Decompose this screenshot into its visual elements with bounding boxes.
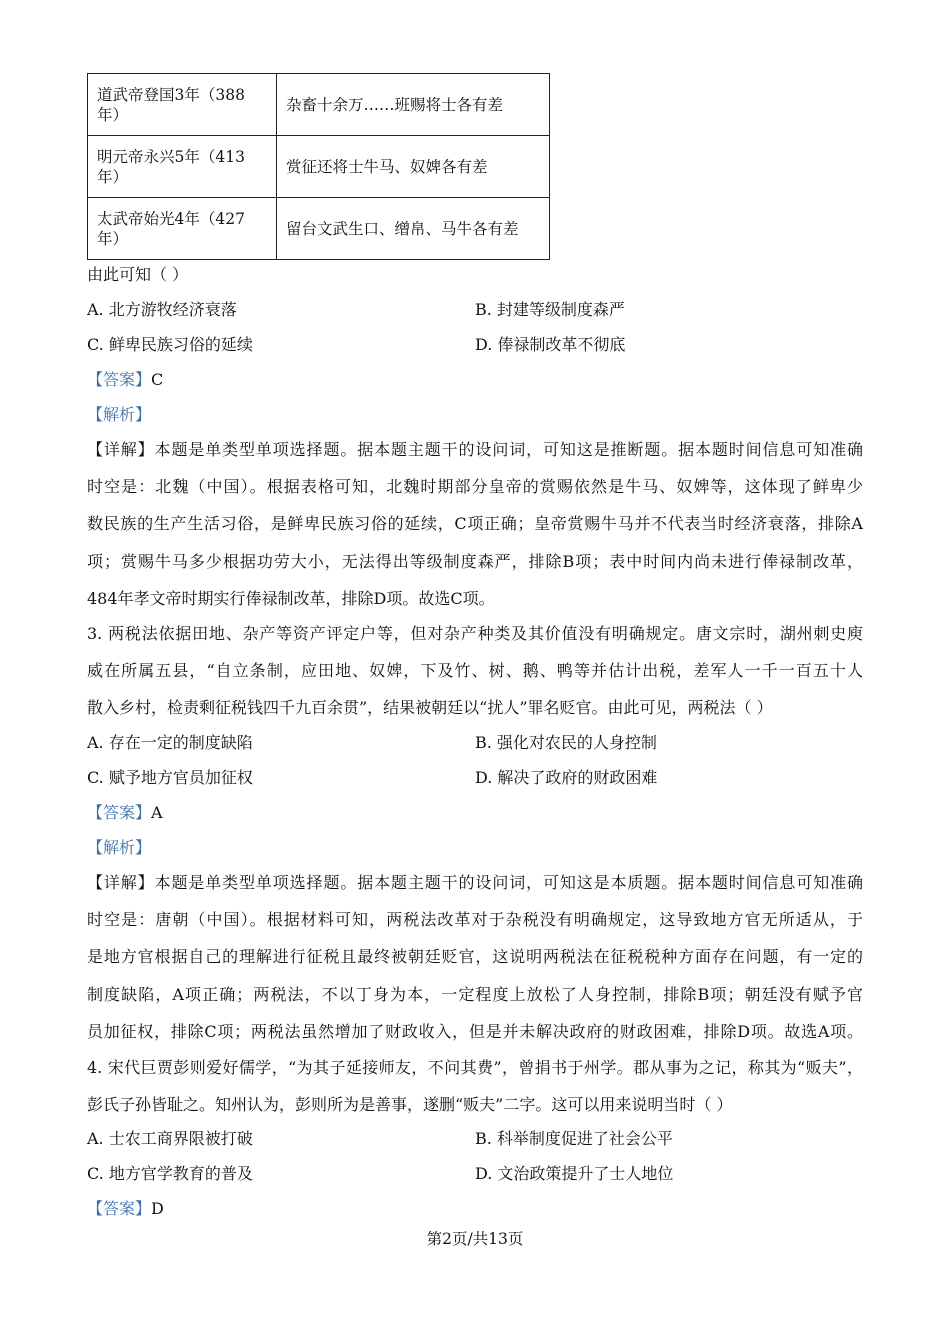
table-row [88, 136, 550, 198]
q2-option-a: A. 北方游牧经济衰落 [87, 300, 237, 319]
q3-analysis-tag: 【解析】 [87, 838, 152, 857]
q3-detail-line: 员加征权，排除C项；两税法虽然增加了财政收入，但是并未解决政府的财政困难，排除D项。故选A项。 [87, 1022, 863, 1041]
q2-detail-line: 项；赏赐牛马多少根据功劳大小，无法得出等级制度森严，排除B项；表中时间内尚未进行俸禄制改革， [87, 552, 863, 571]
q3-detail-line: 时空是：唐朝（中国）。根据材料可知，两税法改革对于杂税没有明确规定，这导致地方官无所适从，于 [87, 910, 863, 929]
q3-detail-line: 是地方官根据自己的理解进行征税且最终被朝廷贬官，这说明两税法在征税税种方面存在问题，有一定的 [87, 947, 863, 966]
q4-option-d: D. 文治政策提升了士人地位 [475, 1164, 674, 1183]
q2-detail-line: 数民族的生产生活习俗，是鲜卑民族习俗的延续，C项正确；皇帝赏赐牛马并不代表当时经济衰落，排除A [87, 514, 863, 533]
q4-option-b: B. 科举制度促进了社会公平 [475, 1129, 673, 1148]
q3-option-d: D. 解决了政府的财政困难 [475, 768, 658, 787]
answer-value: A [151, 803, 163, 822]
q2-analysis-tag: 【解析】 [87, 405, 152, 424]
table-cell-content: 杂畜十余万……班赐将士各有差 [277, 74, 550, 136]
table-row [88, 198, 550, 260]
page-footer: 第2页/共13页 [426, 1230, 524, 1248]
q4-option-c: C. 地方官学教育的普及 [87, 1164, 253, 1183]
q2-detail-line: 时空是：北魏（中国）。根据表格可知，北魏时期部分皇帝的赏赐依然是牛马、奴婢等，这体现了鲜卑少 [87, 477, 863, 496]
q3-stem-line: 威在所属五县，“自立条制，应田地、奴婢，下及竹、树、鹅、鸭等并估计出税，差军人一千一百五十人 [87, 661, 863, 680]
table-cell-time: 道武帝登国3年（388年） [88, 74, 277, 136]
answer-tag: 【答案】 [87, 1199, 152, 1218]
q2-stem: 由此可知（ ） [87, 265, 189, 284]
q4-option-a: A. 士农工商界限被打破 [87, 1129, 253, 1148]
table-cell-content: 赏征还将士牛马、奴婢各有差 [277, 136, 550, 198]
table-cell-time: 太武帝始光4年（427年） [88, 198, 277, 260]
answer-value: C [151, 370, 164, 389]
q3-option-a: A. 存在一定的制度缺陷 [87, 733, 253, 752]
q4-answer [87, 1199, 863, 1219]
rewards-table [87, 73, 550, 260]
table-cell-content: 留台文武生口、缯帛、马牛各有差 [277, 198, 550, 260]
q2-option-d: D. 俸禄制改革不彻底 [475, 335, 626, 354]
table-cell-time: 明元帝永兴5年（413年） [88, 136, 277, 198]
answer-value: D [151, 1199, 164, 1218]
q3-answer [87, 803, 863, 823]
q3-stem-line: 3. 两税法依据田地、杂产等资产评定户等，但对杂产种类及其价值没有明确规定。唐文宗时，湖州刺史庾 [87, 624, 863, 643]
q3-detail-line: 制度缺陷，A项正确；两税法，不以丁身为本，一定程度上放松了人身控制，排除B项；朝廷没有赋予官 [87, 985, 863, 1004]
q3-stem-line: 散入乡村，检责剩征税钱四千九百余贯”，结果被朝廷以“扰人”罪名贬官。由此可见，两税法（ ） [87, 698, 773, 717]
answer-tag: 【答案】 [87, 370, 152, 389]
q4-stem-line: 4. 宋代巨贾彭则爱好儒学，“为其子延接师友，不问其费”，曾捐书于州学。郡从事为之记，称其为“贩夫”， [87, 1058, 863, 1077]
answer-tag: 【答案】 [87, 803, 152, 822]
q2-detail-line: 484年孝文帝时期实行俸禄制改革，排除D项。故选C项。 [87, 589, 495, 608]
q2-detail-line: 【详解】本题是单类型单项选择题。据本题主题干的设问词，可知这是推断题。据本题时间信息可知准确 [87, 440, 863, 459]
q3-option-c: C. 赋予地方官员加征权 [87, 768, 253, 787]
q3-option-b: B. 强化对农民的人身控制 [475, 733, 657, 752]
q2-option-b: B. 封建等级制度森严 [475, 300, 625, 319]
q4-stem-line: 彭氏子孙皆耻之。知州认为，彭则所为是善事，遂删“贩夫”二字。这可以用来说明当时（ ） [87, 1095, 733, 1114]
q3-detail-line: 【详解】本题是单类型单项选择题。据本题主题干的设问词，可知这是本质题。据本题时间信息可知准确 [87, 873, 863, 892]
table-row [88, 74, 550, 136]
q2-answer [87, 370, 863, 390]
q2-option-c: C. 鲜卑民族习俗的延续 [87, 335, 253, 354]
